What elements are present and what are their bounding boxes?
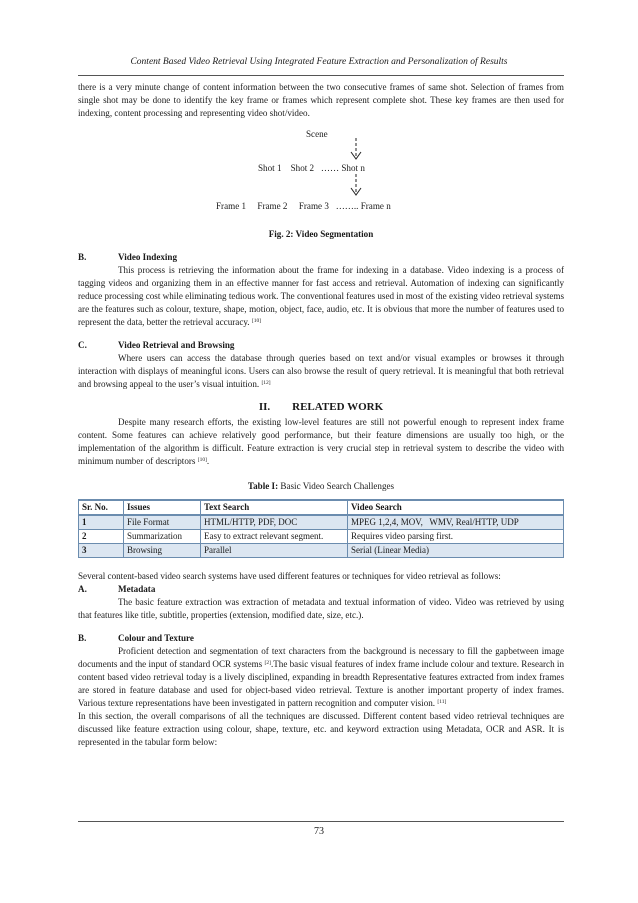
table-cell: HTML/HTTP, PDF, DOC [201, 515, 348, 530]
table-header-cell: Video Search [348, 500, 564, 515]
table-header-row [79, 500, 564, 515]
closing-paragraph: In this section, the overall comparisons of all the techniques are discussed. Different content based video retrieval techniques are discussed like feature extraction using colour, shape, texture, etc. and keyword extraction using Metadata, OCR and ASR. It is represented in the tabular form below: [78, 711, 564, 747]
related-work-heading [78, 401, 564, 414]
page-number: 73 [314, 826, 324, 837]
related-work-text [78, 416, 564, 468]
section-number: A. [78, 584, 87, 594]
table-cell: Requires video parsing first. [348, 530, 564, 544]
footer-divider [78, 821, 564, 822]
table-cell: Summarization [124, 530, 201, 544]
citation: [10] [197, 457, 207, 463]
figure-frames-label: Frame 1 Frame 2 Frame 3 …….. Frame n [216, 201, 391, 211]
table-cell: File Format [124, 515, 201, 530]
table-row [79, 530, 564, 544]
intro-paragraph: there is a very minute change of content information between the two consecutive frames of same shot. Selection of frames from single shot may be done to identify the key frame or frames which represent complete shot. These key frames are then used for indexing, content processing and representing video shot/video. [78, 82, 564, 118]
table-title: Basic Video Search Challenges [278, 481, 395, 491]
section-title: Metadata [118, 584, 156, 594]
paragraph-text: Despite many research efforts, the existing low-level features are still not powerful enough to represent index frame content. Some features can achieve relatively good performance, but their feature dimensions are usually too high, or the implementation of the algorithm is difficult. Feature extraction is very crucial step in retrieval system to describe the video with minimum number of descriptors [78, 417, 564, 466]
citation: [10] [251, 318, 262, 324]
table-cell: MPEG 1,2,4, MOV, WMV, Real/HTTP, UDP [348, 515, 564, 530]
paragraph-text: Where users can access the database through queries based on text and/or visual examples or browses it through interaction with displays of meaningful icons. Users can also browse the result of query retrieval. It is meaningful that both retrieval and browsing appeal to the user’s visual intuition. [78, 353, 564, 389]
table-cell: 1 [79, 515, 124, 530]
header-divider [78, 75, 564, 76]
paragraph-text: .The basic visual features of index frame include colour and texture. Research in content based video retrieval today is a lively disciplined, expanding in breadth Representative features extracted from index frames are stored in feature database and used for object-based video retrieval. Texture is another important property of index frames. Various texture representations have been investigated in pattern recognition and computer vision. [78, 659, 564, 708]
section-video-indexing-heading [78, 251, 564, 264]
figure-shots-label: Shot 1 Shot 2 …… Shot n [258, 163, 365, 173]
table-caption [78, 480, 564, 493]
section-title: Video Retrieval and Browsing [118, 340, 235, 350]
table-cell: Easy to extract relevant segment. [201, 530, 348, 544]
table-header-cell: Issues [124, 500, 201, 515]
figure-caption: Fig. 2: Video Segmentation [268, 229, 374, 239]
section-retrieval-browsing-text [78, 352, 564, 391]
citation: [2] [264, 660, 271, 666]
section-number: B. [78, 252, 87, 262]
citation: [12] [261, 380, 271, 386]
section-number: II. [258, 401, 271, 413]
shot-to-frame-arrow [348, 172, 364, 198]
section-title: Video Indexing [118, 252, 178, 262]
paragraph-tail: . [206, 456, 210, 466]
section-video-indexing-text [78, 264, 564, 329]
paragraph-text: Proficient detection and segmentation of text characters from the background is necessary to fill the gapbetween image documents and the input of standard OCR systems [78, 646, 564, 669]
section-retrieval-browsing-heading [78, 339, 564, 352]
table-label: Table I: [247, 481, 279, 491]
video-segmentation-figure [78, 128, 564, 224]
section-colour-texture-heading [78, 632, 564, 645]
table-cell: Browsing [124, 544, 201, 558]
citation: [11] [437, 699, 447, 705]
figure-scene-label: Scene [306, 129, 328, 139]
video-search-challenges-table [78, 499, 564, 558]
table-header-cell: Sr. No. [79, 500, 124, 515]
table-cell: Serial (Linear Media) [348, 544, 564, 558]
table-cell: 2 [79, 530, 124, 544]
section-colour-texture-text [78, 645, 564, 710]
table-row [79, 544, 564, 558]
section-title: Colour and Texture [118, 633, 194, 643]
section-number: C. [78, 340, 87, 350]
table-header-cell: Text Search [201, 500, 348, 515]
scene-to-shot-arrow [348, 136, 364, 162]
paragraph-text: This process is retrieving the information about the frame for indexing in a database. Video indexing is a process of tagging videos and organizing them in an effective manner for fast access and retrieval. Automation of indexing can significantly reduce processing cost while eliminating tedious work. The conventional features used in most of the existing video retrieval systems are the features such as colour, texture, shape, motion, object, face, audio, etc. It is obvious that more the number of features used to represent the data, better the retrieval accuracy. [78, 265, 564, 327]
section-number: B. [78, 633, 87, 643]
table-cell: 3 [79, 544, 124, 558]
after-table-paragraph: Several content-based video search systems have used different features or techniques for video retrieval as follows: [78, 571, 501, 581]
section-title: RELATED WORK [292, 401, 384, 413]
section-metadata-text: The basic feature extraction was extraction of metadata and textual information of video. Video was retrieved by using that features like title, subtitle, properties (extension, modified date, size, etc.). [78, 597, 564, 620]
running-header: Content Based Video Retrieval Using Integrated Feature Extraction and Personalization of Results [130, 57, 508, 67]
table-row [79, 515, 564, 530]
main-content [78, 81, 564, 749]
section-metadata-heading [78, 583, 564, 596]
table-cell: Parallel [201, 544, 348, 558]
